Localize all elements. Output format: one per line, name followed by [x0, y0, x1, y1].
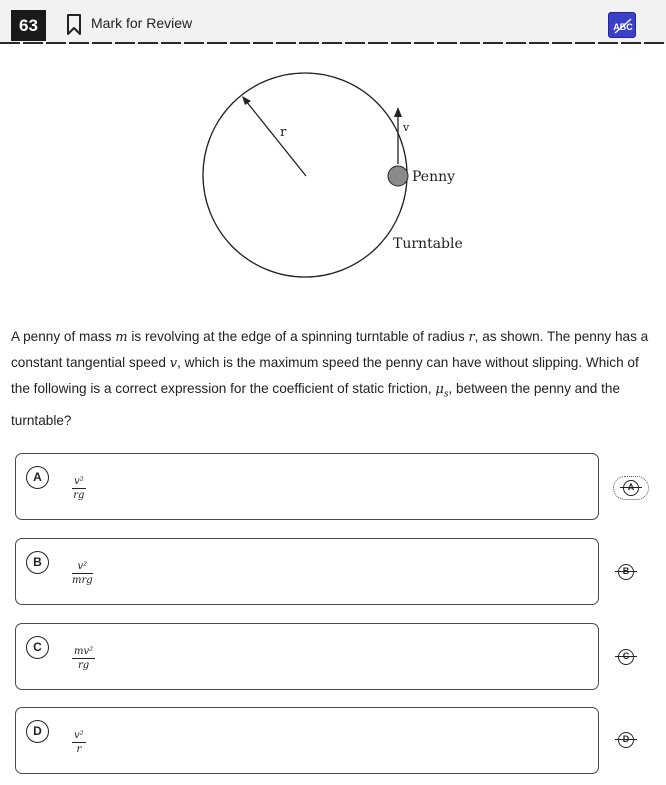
strikeout-line — [615, 739, 637, 740]
question-text-part: A penny of mass — [11, 329, 116, 344]
strikeout-option-a-button[interactable] — [620, 477, 642, 499]
option-expression — [72, 730, 86, 755]
answer-option-a[interactable] — [15, 453, 599, 520]
fraction-denominator: rg — [73, 490, 85, 501]
fraction-denominator: r — [76, 744, 82, 755]
option-letter: C — [26, 636, 49, 659]
question-text-part: , as shown. The penny has a constant tangential speed — [11, 329, 649, 370]
math-mu: μ — [435, 382, 444, 397]
option-expression — [72, 646, 95, 671]
penny — [388, 166, 408, 186]
radius-label: r — [280, 125, 287, 140]
option-letter: B — [26, 551, 49, 574]
question-text-part: , which is the maximum speed the penny can have without slipping. Which of the following is a correct expression for the coefficient of static friction, — [11, 355, 639, 396]
turntable-diagram — [190, 60, 480, 290]
question-number: 63 — [11, 10, 46, 41]
option-expression — [72, 476, 86, 501]
question-text-part: , between the penny and the turntable? — [11, 381, 621, 428]
fraction-numerator: mv² — [74, 646, 94, 657]
math-mu-subscript: s — [443, 389, 449, 400]
penny-label: Penny — [412, 169, 456, 185]
turntable-label: Turntable — [393, 236, 463, 252]
strikeout-option-d-button[interactable] — [615, 729, 637, 751]
strikeout-option-c-button[interactable] — [615, 646, 637, 668]
strikeout-option-b-button[interactable] — [615, 561, 637, 583]
question-text — [11, 324, 656, 433]
radius-arrowhead — [242, 96, 251, 105]
strikeout-line — [620, 487, 642, 488]
fraction-numerator: v² — [72, 561, 93, 574]
abc-strike-icon — [609, 13, 637, 39]
answer-option-d[interactable] — [15, 707, 599, 774]
strikeout-line — [615, 656, 637, 657]
answer-option-c[interactable] — [15, 623, 599, 690]
velocity-label: v — [403, 121, 410, 134]
bookmark-icon[interactable] — [66, 14, 82, 36]
radius-line — [246, 101, 306, 176]
math-v: v — [169, 356, 178, 371]
option-expression — [72, 561, 93, 586]
option-letter: D — [26, 720, 49, 743]
fraction-numerator: v² — [74, 730, 84, 741]
abc-text: ABC — [613, 22, 633, 32]
fraction-denominator: rg — [77, 660, 90, 671]
fraction-numerator: v² — [74, 476, 84, 487]
fraction-denominator: mrg — [72, 575, 93, 586]
math-r: r — [468, 330, 475, 345]
strikeout-line — [615, 571, 637, 572]
option-letter: A — [26, 466, 49, 489]
header-divider — [0, 42, 666, 44]
mark-for-review-button[interactable]: Mark for Review — [91, 15, 193, 31]
abc-strikethrough-toggle[interactable] — [608, 12, 636, 38]
question-header — [0, 0, 666, 44]
math-m: m — [115, 330, 128, 345]
question-text-part: is revolving at the edge of a spinning turntable of radius — [127, 329, 469, 344]
velocity-arrowhead — [394, 107, 402, 117]
answer-option-b[interactable] — [15, 538, 599, 605]
